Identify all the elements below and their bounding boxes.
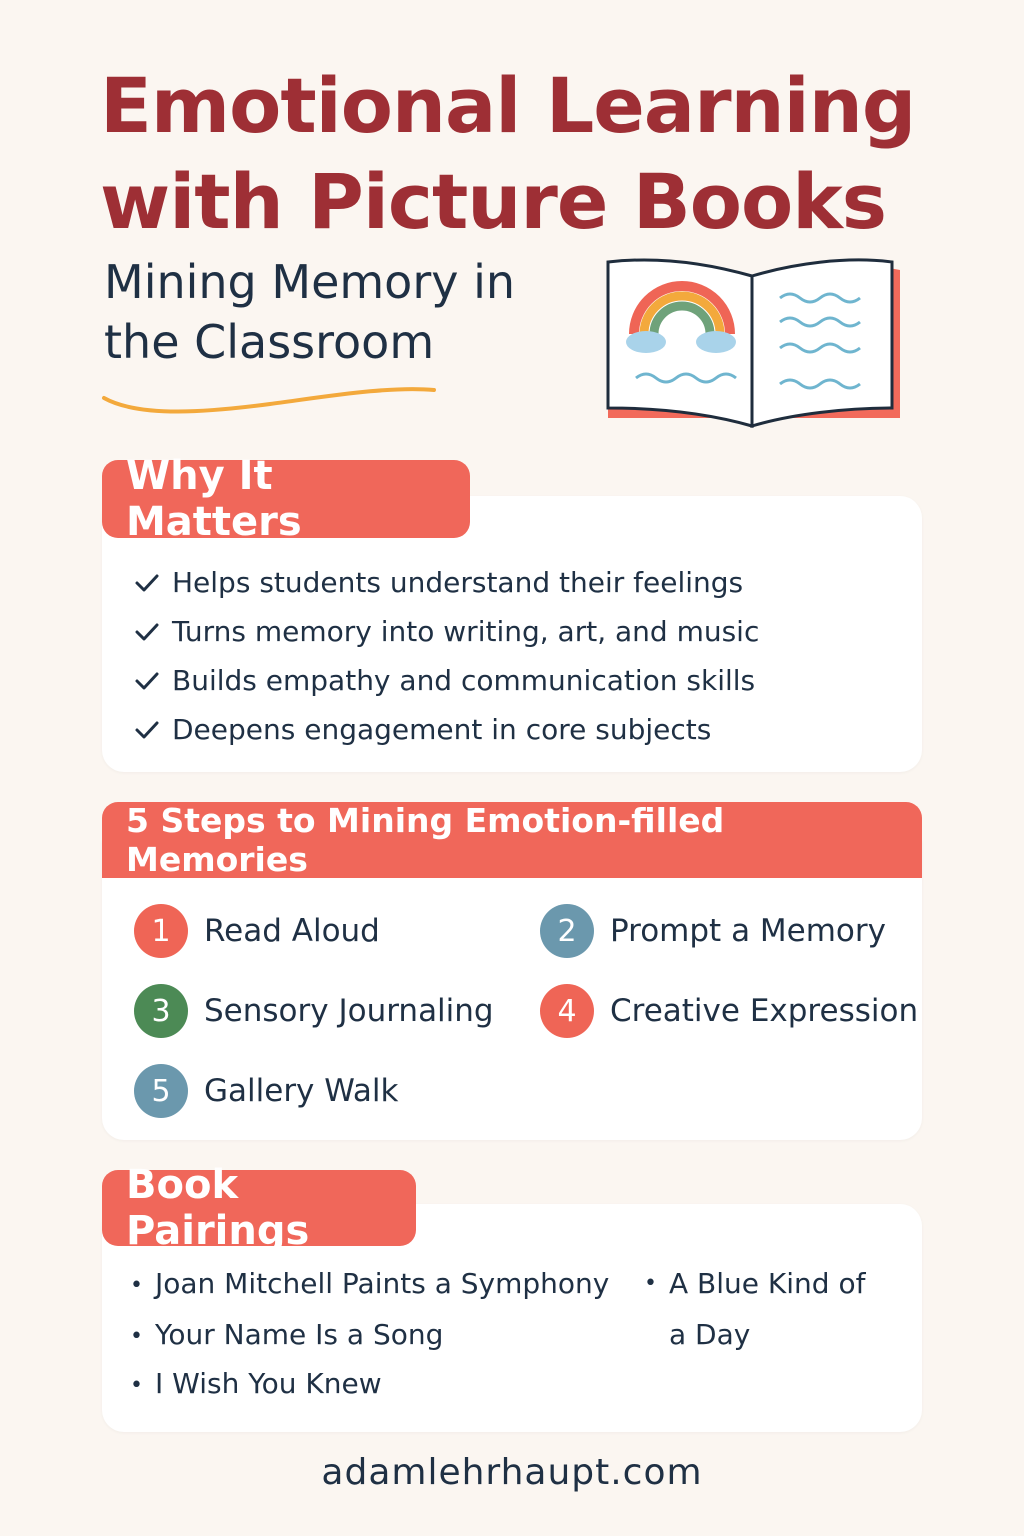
page-title: Emotional Learning with Picture Books	[100, 61, 916, 246]
step-label: Prompt a Memory	[610, 913, 886, 949]
list-item-text: Helps students understand their feelings	[172, 566, 744, 599]
list-item	[132, 656, 759, 705]
why-it-matters-heading: Why It Matters	[102, 460, 470, 538]
open-book-icon	[600, 258, 910, 438]
step-label: Gallery Walk	[204, 1073, 399, 1109]
list-item	[132, 558, 759, 607]
step-label: Creative Expression	[610, 993, 919, 1029]
step-item-1	[134, 904, 380, 958]
book-title: I Wish You Knew	[154, 1367, 382, 1400]
book-item	[130, 1358, 382, 1411]
list-item	[132, 705, 759, 754]
step-item-5	[134, 1064, 399, 1118]
step-item-2	[540, 904, 886, 958]
footer-website[interactable]: adamlehrhaupt.com	[321, 1452, 703, 1493]
bullet-icon: •	[130, 1272, 143, 1298]
step-label: Read Aloud	[204, 913, 380, 949]
checkmark-icon	[132, 715, 162, 745]
checkmark-icon	[132, 568, 162, 598]
step-number-badge: 5	[134, 1064, 188, 1118]
underline-swoosh	[100, 378, 440, 418]
step-number-badge: 1	[134, 904, 188, 958]
step-number-badge: 4	[540, 984, 594, 1038]
book-item	[130, 1258, 609, 1311]
bullet-icon: •	[130, 1323, 143, 1349]
list-item	[132, 607, 759, 656]
book-title: Joan Mitchell Paints a Symphony	[154, 1267, 610, 1300]
book-pairings-heading: Book Pairings	[102, 1170, 416, 1246]
checkmark-icon	[132, 666, 162, 696]
page-subtitle: Mining Memory in the Classroom	[104, 255, 516, 369]
why-it-matters-list	[132, 558, 759, 754]
step-number-badge: 3	[134, 984, 188, 1038]
list-item-text: Turns memory into writing, art, and music	[172, 615, 760, 648]
list-item-text: Deepens engagement in core subjects	[172, 713, 712, 746]
book-title: Your Name Is a Song	[154, 1318, 444, 1351]
list-item-text: Builds empathy and communication skills	[172, 664, 756, 697]
bullet-icon: •	[644, 1271, 657, 1296]
step-item-3	[134, 984, 494, 1038]
step-number-badge: 2	[540, 904, 594, 958]
steps-heading: 5 Steps to Mining Emotion-filled Memories	[102, 802, 922, 878]
step-label: Sensory Journaling	[204, 993, 494, 1029]
checkmark-icon	[132, 617, 162, 647]
step-item-4	[540, 984, 918, 1038]
book-item	[644, 1258, 884, 1360]
book-item	[130, 1309, 443, 1362]
book-title: A Blue Kind of a Day	[668, 1267, 866, 1351]
bullet-icon: •	[130, 1372, 143, 1398]
